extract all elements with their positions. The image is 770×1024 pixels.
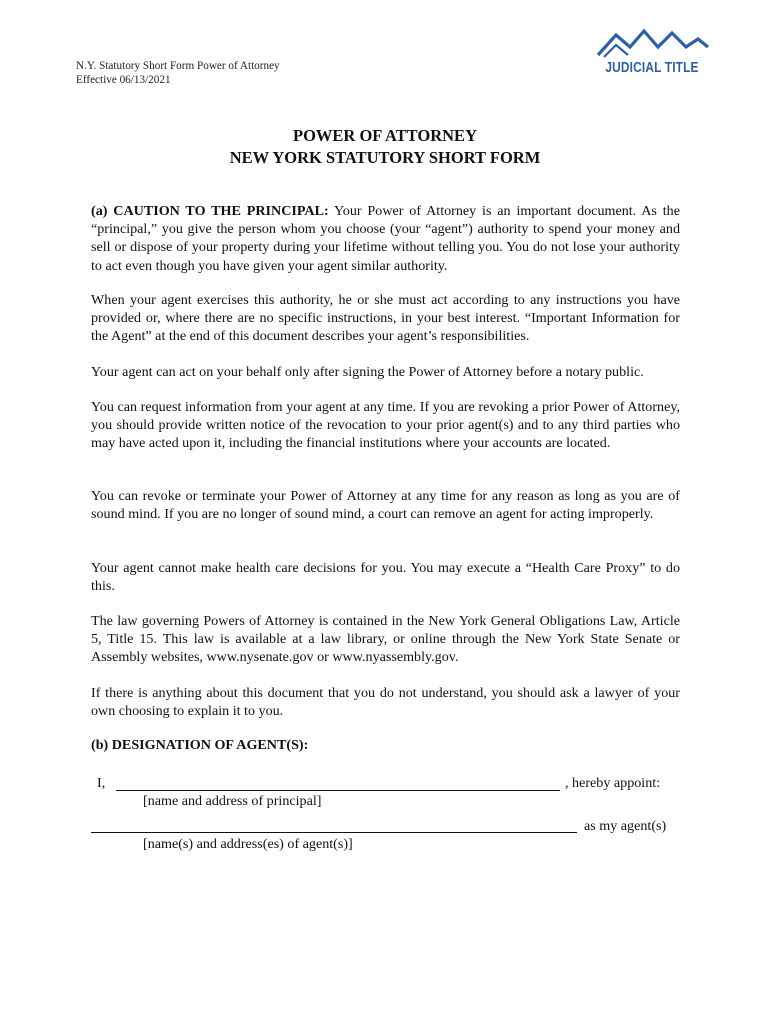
principal-name-field[interactable] xyxy=(116,790,560,791)
judicial-title-logo xyxy=(594,25,710,79)
governing-law-paragraph: The law governing Powers of Attorney is contained in the New York General Obligations Law, Article 5, Title 15. This law is available at a law library, or online through the New York State Senate or Assembly websites, www.nysenate.gov or www.nyassembly.gov. xyxy=(91,613,680,666)
revoke-paragraph: You can revoke or terminate your Power of Attorney at any time for any reason as long as you are of sound mind. If you are no longer of sound mind, a court can remove an agent for acting improperly. xyxy=(91,488,680,523)
form-name: N.Y. Statutory Short Form Power of Attorney xyxy=(76,60,280,72)
appoint-text: , hereby appoint: xyxy=(565,775,661,791)
designation-heading: (b) DESIGNATION OF AGENT(S): xyxy=(91,737,309,753)
health-care-paragraph: Your agent cannot make health care decisions for you. You may execute a “Health Care Proxy” to do this. xyxy=(91,560,680,595)
caution-paragraph xyxy=(91,202,680,275)
lawyer-advice-paragraph: If there is anything about this document that you do not understand, you should ask a lawyer of your own choosing to explain it to you. xyxy=(91,685,680,720)
request-information-paragraph: You can request information from your agent at any time. If you are revoking a prior Power of Attorney, you should provide written notice of the revocation to your prior agent(s) and to any third parties who may have acted upon it, including the financial institutions where your accounts are located. xyxy=(91,399,680,452)
document-header xyxy=(76,59,280,87)
principal-caption: [name and address of principal] xyxy=(143,793,322,809)
caution-text: Your Power of Attorney is an important document. As the “principal,” you give the person whom you choose (your “agent”) authority to spend your money and sell or dispose of your property during your lifetime without telling you. You do not lose your authority to act even though you have given your agent similar authority. xyxy=(91,203,680,274)
agent-suffix: as my agent(s) xyxy=(584,818,667,834)
effective-date: Effective 06/13/2021 xyxy=(76,74,171,86)
logo-text: JUDICIAL TITLE xyxy=(605,60,699,76)
agent-name-field[interactable] xyxy=(91,832,577,833)
document-subtitle: NEW YORK STATUTORY SHORT FORM xyxy=(229,148,541,167)
notary-paragraph: Your agent can act on your behalf only after signing the Power of Attorney before a notary public. xyxy=(91,364,644,380)
agent-caption: [name(s) and address(es) of agent(s)] xyxy=(143,836,353,852)
mountain-peaks-icon xyxy=(594,25,710,61)
agent-instructions-paragraph: When your agent exercises this authority, he or she must act according to any instructions you have provided or, where there are no specific instructions, in your best interest. “Important Information for the Agent” at the end of this document describes your agent’s responsibilities. xyxy=(91,292,680,345)
caution-label: (a) CAUTION TO THE PRINCIPAL: xyxy=(91,203,329,219)
document-title: POWER OF ATTORNEY xyxy=(293,126,477,145)
i-label: I, xyxy=(97,775,106,791)
